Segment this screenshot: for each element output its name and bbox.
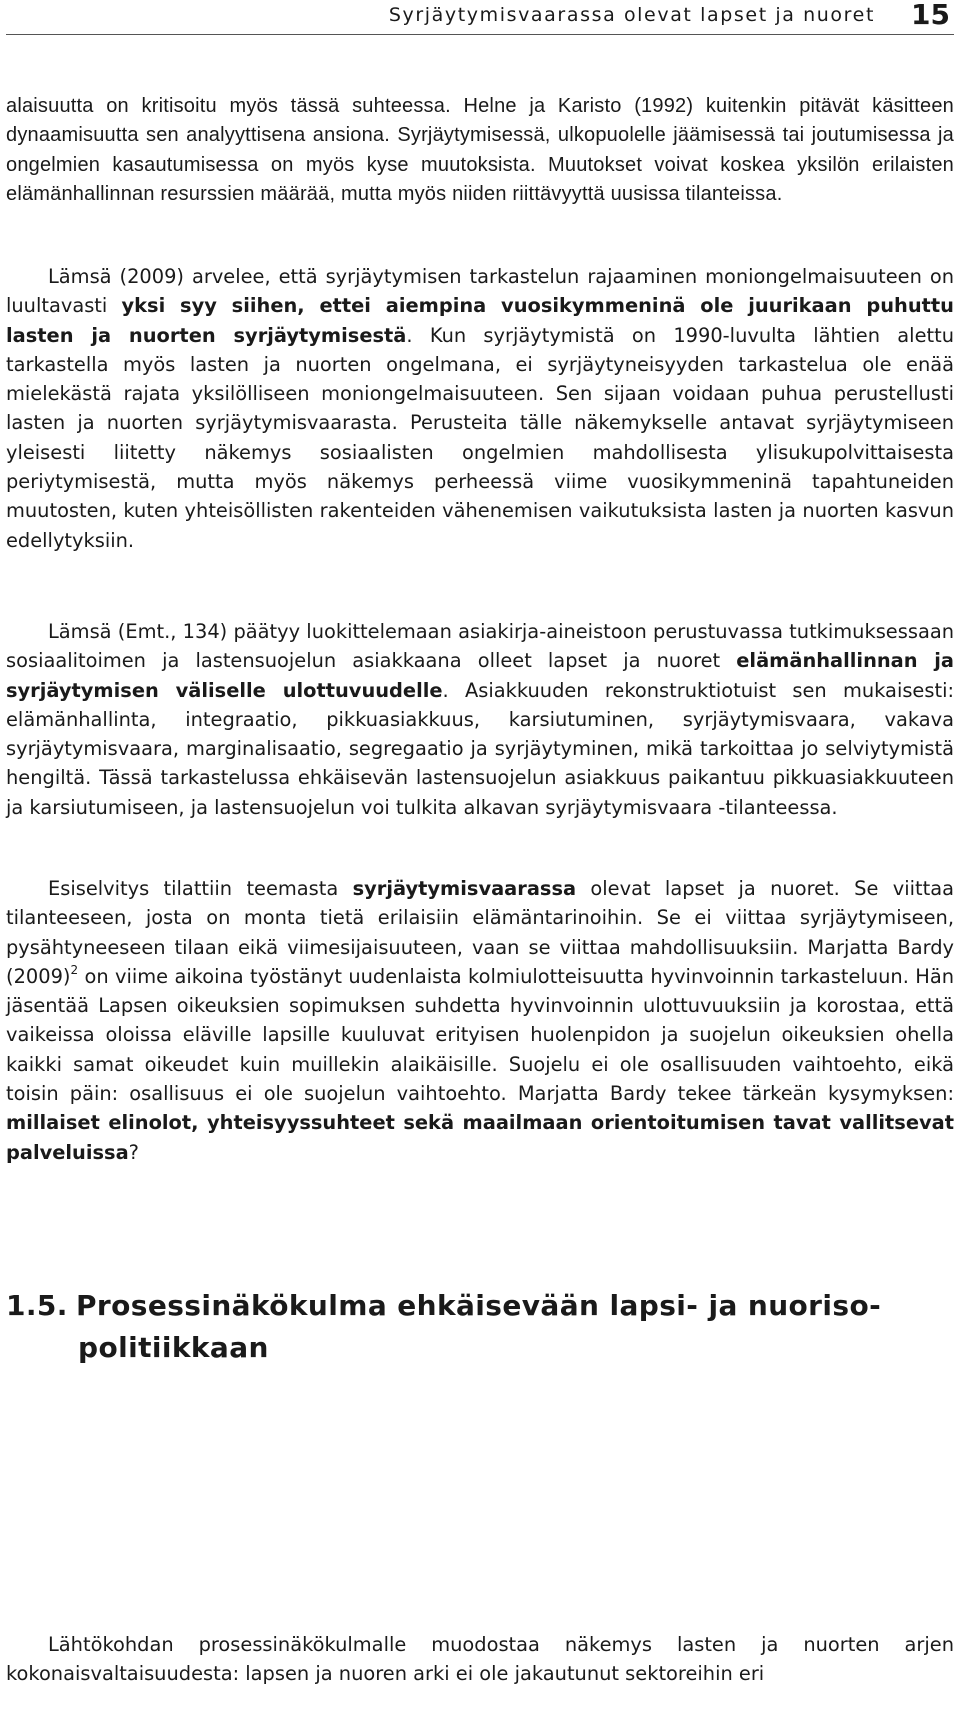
paragraph-2-text-c: . Kun syrjäytymistä on 1990-luvulta lähtien alettu tarkastella myös lasten ja nuorten ongelmana, ei syrjäytyneisyyden tarkastelua ole enää mielekästä rajata yksilölliseen moniongelmaisuuteen. Sen sijaan voidaan puhua perustellusti lasten ja nuorten syrjäytymisvaarasta. Perusteita tälle näkemykselle antavat syrjäytymiseen yleisesti liitetty näkemys sosiaalisten ongelmien mahdollisesta ylisukupolvittaisesta periytymisestä, mutta myös näkemys perheessä viime vuosikymmeninä tapahtuneiden muutosten, kuten yhteisöllisten rakenteiden vähenemisen vaikutuksista lasten ja nuorten kasvun edellytyksiin. [6, 323, 954, 552]
paragraph-1-text: alaisuutta on kritisoitu myös tässä suhteessa. Helne ja Karisto (1992) kuitenkin pitävät käsitteen dynaamisuutta sen analyyttisena ansiona. Syrjäytymisessä, ulkopuolelle jäämisessä tai joutumisessa ja ongelmien kasautumisessa on myös kyse muutoksista. Muutokset voivat koskea yksilön erilaisten elämänhallinnan resurssien määrää, mutta myös niiden riittävyyttä uusissa tilanteissa. [6, 95, 954, 205]
paragraph-3-text-c: . Asiakkuuden rekonstruktiotuist sen mukaisesti: elämänhallinta, integraatio, pikkuasiakkuus, karsiutuminen, syrjäytymisvaara, vakava syrjäytymisvaara, marginalisaatio, segregaatio ja syrjäytyminen, mikä tarkoittaa jo selviytymistä hengiltä. Tässä tarkastelussa ehkäisevän lastensuojelun asiakkuus paikantuu pikkuasiakkuuteen ja karsiutumiseen, ja lastensuojelun voi tulkita alkavan syrjäytymisvaara -tilanteessa. [6, 678, 954, 819]
paragraph-1 [6, 92, 954, 209]
section-title-line-2: politiikkaan [78, 1331, 269, 1364]
paragraph-4-bold-topic: syrjäytymisvaarassa [352, 877, 577, 900]
paragraph-2-bold: yksi syy siihen, ettei aiempina vuosikymmeninä ole juurikaan puhuttu lasten ja nuorten syrjäytymisestä [6, 294, 954, 347]
running-header [0, 0, 960, 40]
paragraph-5 [6, 1630, 954, 1689]
paragraph-5-text: Lähtökohdan prosessinäkökulmalle muodostaa näkemys lasten ja nuorten arjen kokonaisvaltaisuudesta: lapsen ja nuoren arki ei ole jakautunut sektoreihin eri [6, 1633, 954, 1686]
running-title: Syrjäytymisvaarassa olevat lapset ja nuoret [388, 4, 875, 26]
paragraph-4-text-a: Esiselvitys tilattiin teemasta [48, 877, 353, 900]
page-number: 15 [911, 0, 950, 31]
paragraph-4-text-c: olevat lapset ja nuoret. Se viittaa tilanteeseen, josta on monta tietä erilaisiin elämäntarinoihin. Se ei viittaa syrjäytymiseen, pysähtyneeseen tilaan eikä viimesijaisuuteen, vaan se viittaa mahdollisuuksiin. Marjatta Bardy (2009) [6, 877, 954, 988]
paragraph-3-text-a: Lämsä (Emt., 134) päätyy luokittelemaan asiakirja-aineistoon perustuvassa tutkimuksessaan sosiaalitoimen ja lastensuojelun asiakkaana olleet lapset ja nuoret [6, 620, 954, 673]
paragraph-3 [6, 617, 954, 822]
paragraph-4-text-d: on viime aikoina työstänyt uudenlaista kolmiulotteisuutta hyvinvoinnin tarkasteluun. Hän jäsentää Lapsen oikeuksien sopimuksen suhdetta hyvinvoinnin ulottuvuuksiin ja korostaa, että vaikeissa oloissa eläville lapsille kuuluvat erityisen huolenpidon ja suojelun oikeuksien ohella kaikki samat oikeudet kuin muillekin alaikäisille. Suojelu ei ole osallisuuden vaihtoehto, eikä toisin päin: osallisuus ei ole suojelun vaihtoehto. Marjatta Bardy tekee tärkeän kysymyksen: [6, 964, 954, 1106]
section-heading [6, 1285, 954, 1369]
section-number: 1.5. [6, 1289, 68, 1322]
paragraph-4-bold-question: millaiset elinolot, yhteisyyssuhteet sekä maailmaan orientoitumisen tavat vallitsevat palveluissa [6, 1111, 954, 1164]
paragraph-4 [6, 874, 954, 1167]
paragraph-4-text-f: ? [128, 1140, 139, 1164]
section-title-line-1: Prosessinäkökulma ehkäisevään lapsi- ja nuoriso- [76, 1289, 882, 1322]
footnote-reference[interactable]: 2 [70, 962, 79, 977]
header-rule [6, 34, 954, 35]
paragraph-3-bold: elämänhallinnan ja syrjäytymisen väliselle ulottuvuudelle [6, 649, 954, 702]
paragraph-2 [6, 262, 954, 555]
paragraph-2-text-a: Lämsä (2009) arvelee, että syrjäytymisen tarkastelun rajaaminen moniongelmaisuuteen on luultavasti [6, 265, 954, 318]
